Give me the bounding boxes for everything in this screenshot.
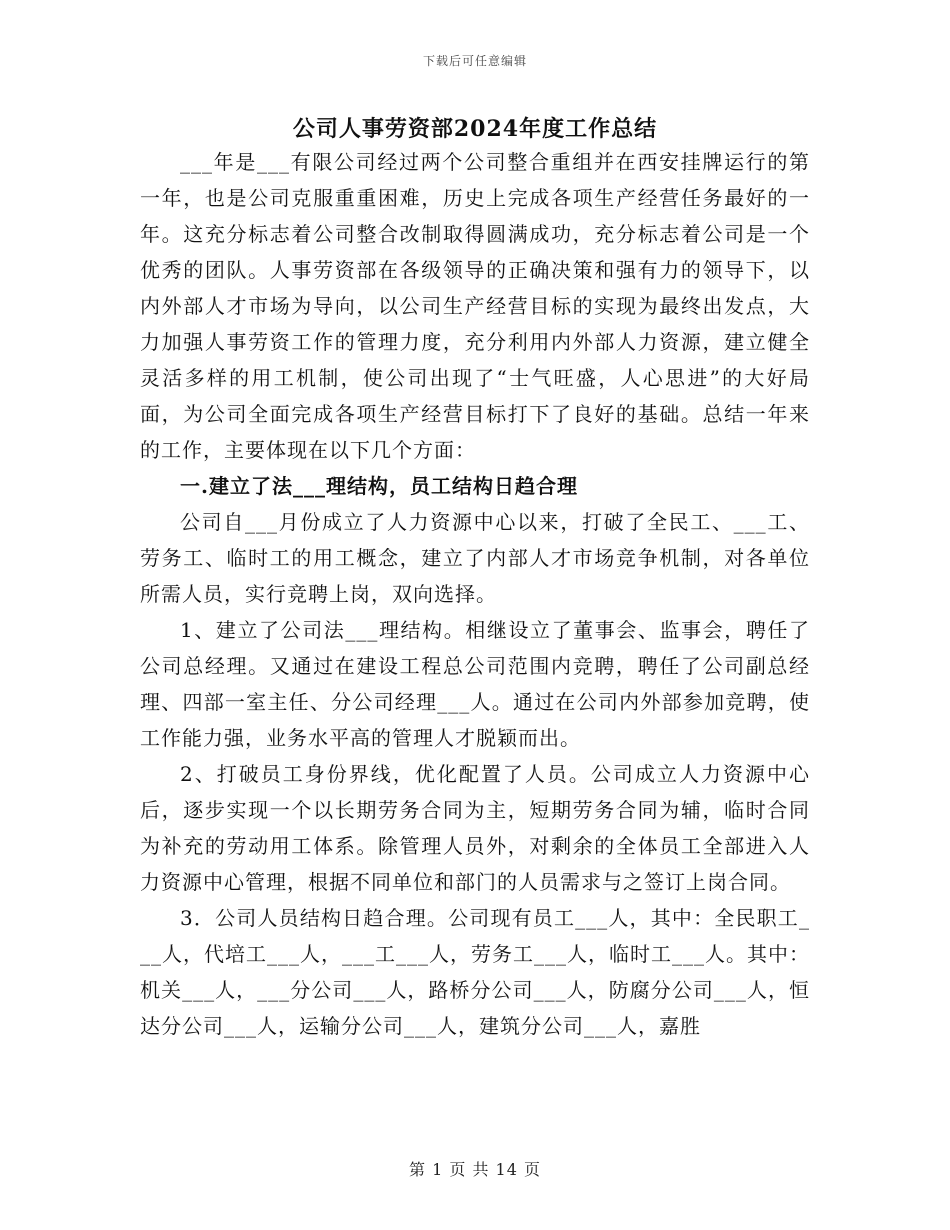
section-heading-1: 一.建立了法___理结构，员工结构日趋合理 <box>180 474 578 498</box>
paragraph-item-2: 2、打破员工身份界线，优化配置了人员。公司成立人力资源中心后，逐步实现一个以长期劳务合同为主，短期劳务合同为辅，临时合同为补充的劳动用工体系。除管理人员外，对剩余的全体员工全部进入人力资源中心管理，根据不同单位和部门的人员需求与之签订上岗合同。 <box>140 762 810 894</box>
page-number: 第 1 页 共 14 页 <box>409 1160 541 1179</box>
paragraph-intro: ___年是___有限公司经过两个公司整合重组并在西安挂牌运行的第一年，也是公司克服重重困难，历史上完成各项生产经营任务最好的一年。这充分标志着公司整合改制取得圆满成功，充分标志着公司是一个优秀的团队。人事劳资部在各级领导的正确决策和强有力的领导下，以内外部人才市场为导向，以公司生产经营目标的实现为最终出发点，大力加强人事劳资工作的管理力度，充分利用内外部人力资源，建立健全灵活多样的用工机制，使公司出现了“士气旺盛，人心思进”的大好局面，为公司全面完成各项生产经营目标打下了良好的基础。总结一年来的工作，主要体现在以下几个方面： <box>140 150 810 462</box>
paragraph-item-3: 3．公司人员结构日趋合理。公司现有员工___人，其中：全民职工___人，代培工___人，___工___人，劳务工___人，临时工___人。其中：机关___人，___分公司___人，路桥分公司___人，防腐分公司___人，恒达分公司___人，运输分公司___人，建筑分公司___人，嘉胜 <box>140 906 810 1038</box>
paragraph-section-1: 公司自___月份成立了人力资源中心以来，打破了全民工、___工、劳务工、临时工的用工概念，建立了内部人才市场竞争机制，对各单位所需人员，实行竞聘上岗，双向选择。 <box>140 510 810 606</box>
document-body <box>140 144 810 1044</box>
header-note: 下载后可任意编辑 <box>422 54 527 68</box>
document-title: 公司人事劳资部2024年度工作总结 <box>292 116 658 142</box>
paragraph-item-1: 1、建立了公司法___理结构。相继设立了董事会、监事会，聘任了公司总经理。又通过在建设工程总公司范围内竞聘，聘任了公司副总经理、四部一室主任、分公司经理___人。通过在公司内外部参加竞聘，使工作能力强，业务水平高的管理人才脱颖而出。 <box>140 618 810 750</box>
